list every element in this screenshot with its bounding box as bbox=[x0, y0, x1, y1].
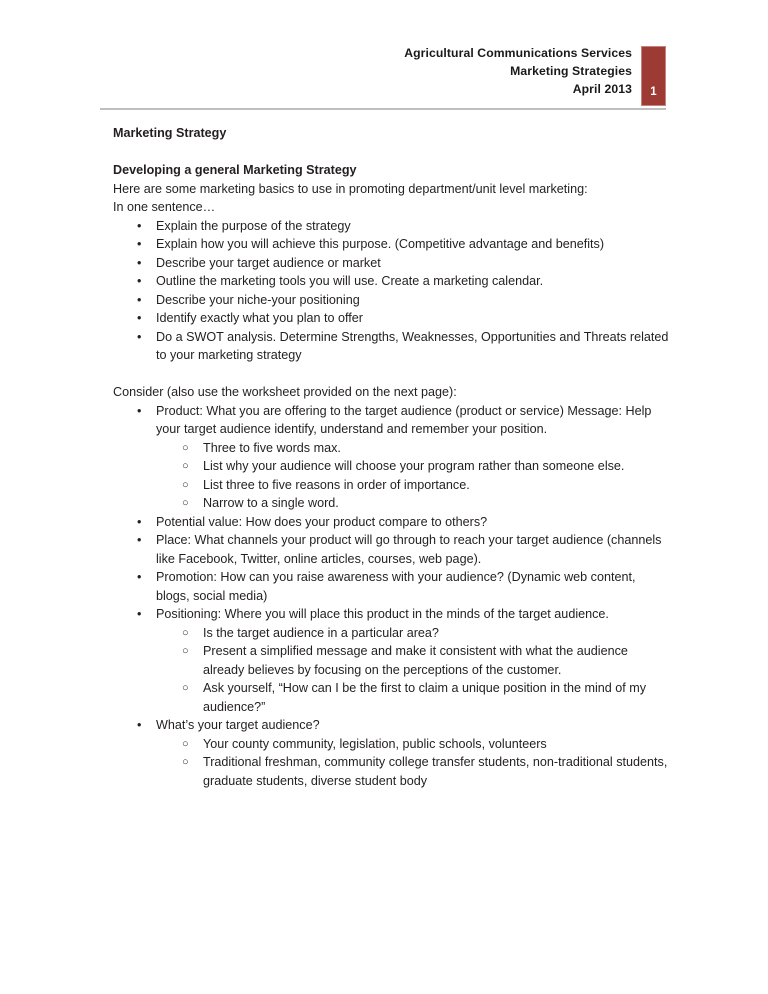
bullet-icon: • bbox=[137, 329, 142, 344]
list-item-label: Product: What you are offering to the target audience (product or service) Message: Help your target audience identify, understand and remember your position. bbox=[156, 403, 652, 436]
sub-list-item bbox=[156, 735, 669, 754]
sub-list-item-label: Three to five words max. bbox=[203, 440, 341, 455]
sub-list-item-label: Traditional freshman, community college transfer students, non-traditional students, graduate students, diverse student body bbox=[203, 755, 668, 788]
list-item bbox=[113, 402, 669, 513]
list-item-label: Outline the marketing tools you will use. Create a marketing calendar. bbox=[156, 274, 544, 288]
basics-list bbox=[113, 217, 669, 365]
sub-list bbox=[156, 439, 669, 513]
bullet-icon: • bbox=[137, 718, 142, 732]
list-item bbox=[113, 568, 669, 605]
bullet-icon: • bbox=[137, 533, 142, 547]
bullet-icon: • bbox=[137, 274, 142, 288]
sub-list-item-label: List three to five reasons in order of importance. bbox=[203, 477, 470, 492]
sub-bullet-icon: ○ bbox=[182, 497, 189, 509]
sub-list bbox=[156, 624, 669, 717]
list-item-label: What’s your target audience? bbox=[156, 718, 320, 732]
sub-bullet-icon: ○ bbox=[182, 737, 189, 750]
sub-list-item bbox=[156, 439, 669, 458]
spacer bbox=[113, 365, 669, 384]
list-item bbox=[113, 254, 669, 273]
sub-bullet-icon: ○ bbox=[182, 645, 189, 657]
list-item bbox=[113, 531, 669, 568]
sub-list-item-label: Is the target audience in a particular area? bbox=[203, 625, 439, 640]
bullet-icon: • bbox=[137, 403, 142, 418]
list-item bbox=[113, 291, 669, 310]
list-item bbox=[113, 328, 669, 365]
sub-list-item-label: Your county community, legislation, public schools, volunteers bbox=[203, 736, 547, 751]
sub-list-item bbox=[156, 624, 669, 643]
section-heading: Developing a general Marketing Strategy bbox=[113, 163, 357, 177]
consider-list bbox=[113, 402, 669, 791]
list-item bbox=[113, 716, 669, 790]
bullet-icon: • bbox=[137, 570, 142, 584]
sub-bullet-icon: ○ bbox=[182, 441, 189, 454]
spacer bbox=[113, 143, 669, 162]
bullet-icon: • bbox=[137, 607, 142, 621]
consider-intro: Consider (also use the worksheet provided on the next page): bbox=[113, 385, 457, 399]
sub-bullet-icon: ○ bbox=[182, 478, 189, 491]
list-item bbox=[113, 235, 669, 254]
list-item-label: Promotion: How can you raise awareness with your audience? (Dynamic web content, blogs, social media) bbox=[156, 570, 636, 603]
sub-bullet-icon: ○ bbox=[182, 460, 189, 472]
sub-list-item-label: Narrow to a single word. bbox=[203, 496, 339, 510]
list-item-label: Explain the purpose of the strategy bbox=[156, 218, 351, 233]
page-number: 1 bbox=[650, 86, 657, 98]
header-line-date: April 2013 bbox=[572, 82, 632, 97]
list-item bbox=[113, 217, 669, 236]
document-body bbox=[113, 124, 669, 790]
bullet-icon: • bbox=[137, 514, 142, 529]
list-item bbox=[113, 605, 669, 716]
sub-list-item-label: List why your audience will choose your program rather than someone else. bbox=[203, 459, 625, 473]
bullet-icon: • bbox=[137, 311, 142, 325]
list-item-label: Positioning: Where you will place this product in the minds of the target audience. bbox=[156, 607, 609, 621]
sub-list-item-label: Ask yourself, “How can I be the first to claim a unique position in the mind of my audience?” bbox=[203, 681, 647, 714]
header-title-block bbox=[404, 44, 632, 99]
intro-line-2: In one sentence… bbox=[113, 200, 216, 214]
list-item-label: Identify exactly what you plan to offer bbox=[156, 311, 363, 325]
sub-bullet-icon: ○ bbox=[182, 682, 189, 694]
page-number-block bbox=[641, 46, 666, 106]
sub-list-item bbox=[156, 642, 669, 679]
bullet-icon: • bbox=[137, 292, 142, 307]
sub-list-item bbox=[156, 753, 669, 790]
list-item-label: Place: What channels your product will go through to reach your target audience (channels like Facebook, Twitter, online articles, courses, web page). bbox=[156, 533, 662, 566]
header-divider bbox=[100, 108, 666, 110]
sub-bullet-icon: ○ bbox=[182, 756, 189, 768]
list-item bbox=[113, 309, 669, 328]
bullet-icon: • bbox=[137, 218, 142, 233]
bullet-icon: • bbox=[137, 237, 142, 251]
sub-list-item-label: Present a simplified message and make it consistent with what the audience already believes by focusing on the perceptions of the customer. bbox=[203, 644, 628, 677]
list-item-label: Describe your target audience or market bbox=[156, 255, 381, 270]
list-item-label: Describe your niche-your positioning bbox=[156, 292, 360, 307]
sub-list-item bbox=[156, 679, 669, 716]
sub-list-item bbox=[156, 476, 669, 495]
header-line-organization: Agricultural Communications Services bbox=[404, 46, 632, 60]
page-header bbox=[100, 44, 666, 108]
list-item-label: Explain how you will achieve this purpose. (Competitive advantage and benefits) bbox=[156, 237, 605, 251]
page-title: Marketing Strategy bbox=[113, 126, 227, 140]
list-item bbox=[113, 272, 669, 291]
sub-list-item bbox=[156, 494, 669, 513]
header-line-subject: Marketing Strategies bbox=[510, 64, 632, 79]
list-item-label: Potential value: How does your product compare to others? bbox=[156, 514, 488, 529]
list-item-label: Do a SWOT analysis. Determine Strengths, Weaknesses, Opportunities and Threats related to your marketing strategy bbox=[156, 329, 669, 362]
sub-list-item bbox=[156, 457, 669, 476]
bullet-icon: • bbox=[137, 255, 142, 270]
intro-line-1: Here are some marketing basics to use in promoting department/unit level marketing: bbox=[113, 181, 588, 196]
sub-list bbox=[156, 735, 669, 791]
list-item bbox=[113, 513, 669, 532]
sub-bullet-icon: ○ bbox=[182, 626, 189, 639]
